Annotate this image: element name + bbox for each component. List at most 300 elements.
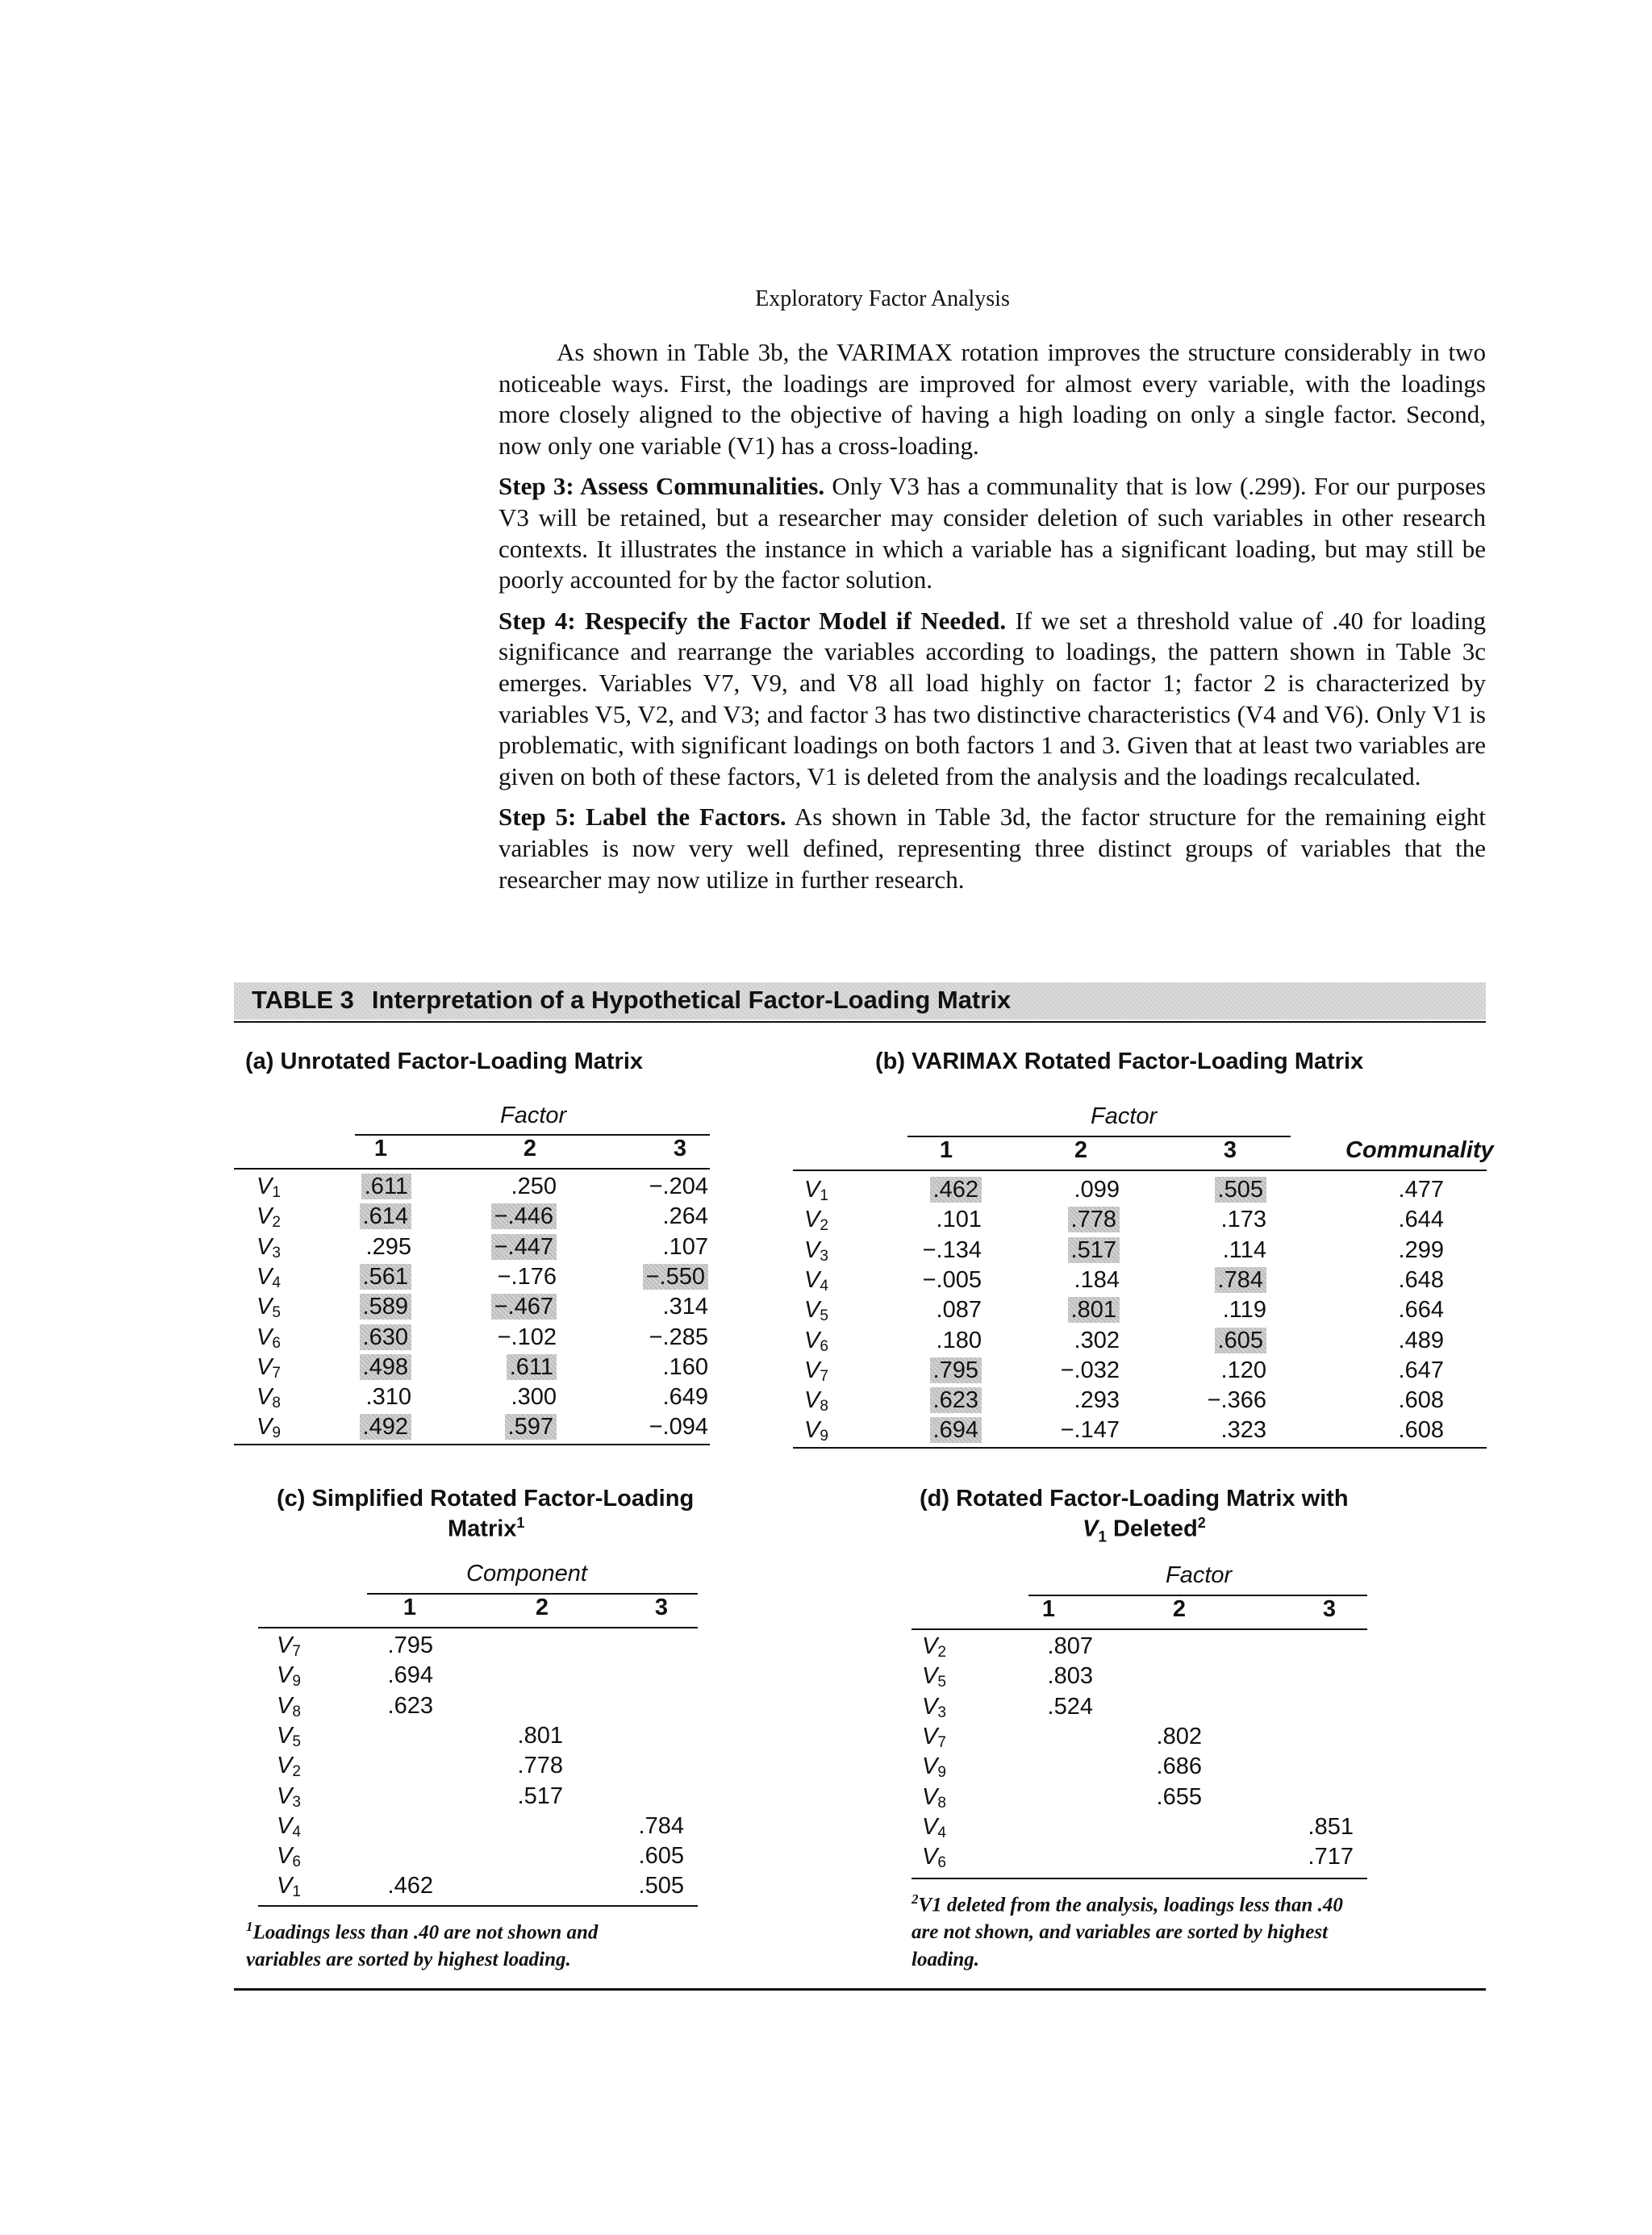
loading-value: .160 — [662, 1353, 708, 1380]
variable-name: V — [922, 1663, 938, 1690]
loading-cell — [628, 1414, 708, 1441]
loading-value: .300 — [511, 1384, 557, 1411]
loading-value: .517 — [517, 1783, 563, 1809]
variable-subscript: 3 — [820, 1247, 828, 1265]
variable-subscript: 4 — [937, 1824, 946, 1841]
paragraph-1-text: As shown in Table 3b, the VARIMAX rotation improves the structure considerably in two noticeable ways. First, the loadings are improved for almost every variable, with the loadings more closely aligned to the objective of having a high loading on only a single factor. Second, now only one variable (V1) has a cross-loading. — [499, 338, 1486, 460]
loading-value: .505 — [1215, 1177, 1266, 1203]
loading-value: −.285 — [649, 1324, 708, 1350]
variable-name: V — [804, 1417, 820, 1444]
panel-b-col-1: 1 — [939, 1137, 953, 1163]
loading-cell — [476, 1294, 557, 1320]
loading-value: .649 — [662, 1384, 708, 1411]
loading-cell — [628, 1294, 708, 1320]
panel-b-communality-header: Communality — [1345, 1137, 1494, 1163]
variable-subscript: 4 — [272, 1274, 281, 1291]
panel-c-row-label — [277, 1693, 301, 1721]
loading-cell — [1012, 1663, 1093, 1690]
panel-a-row-label — [257, 1234, 281, 1262]
panel-c-col-1: 1 — [403, 1595, 417, 1620]
step-5-text: As shown in Table 3d, the factor structure for the remaining eight variables is now very well defined, representing three distinct groups of variables that the researcher may now utilize in further research. — [499, 803, 1487, 894]
variable-name: V — [277, 1722, 293, 1749]
panel-b-row-label — [804, 1417, 828, 1445]
loading-cell — [482, 1783, 563, 1810]
loading-cell — [901, 1237, 982, 1264]
loading-cell — [901, 1357, 982, 1384]
loading-cell — [331, 1174, 411, 1200]
panel-a-row-label — [257, 1203, 281, 1232]
loading-cell — [1039, 1267, 1120, 1294]
variable-subscript: 3 — [292, 1793, 301, 1811]
table-title — [252, 986, 1011, 1015]
variable-subscript: 6 — [292, 1853, 301, 1871]
loading-value: −.447 — [491, 1234, 557, 1260]
step-4-text: If we set a threshold value of .40 for loading significance and rearrange the variables according to loadings, the pattern shown in Table 3c emerges. Variables V7, V9, and V8 all load highly on factor 1; factor 2 is characterized by variables V5, V2, and V3; and factor 3 has two distinctive characteristics (V4 and V6). Only V1 is problematic, with significant loadings on both factors 1 and 3. Given that at least two variables are given on both of these factors, V1 is deleted from the analysis and the loadings recalculated. — [499, 606, 1487, 790]
variable-subscript: 2 — [292, 1763, 301, 1781]
loading-cell — [331, 1294, 411, 1320]
panel-a-row-label — [257, 1264, 281, 1292]
variable-name: V — [277, 1843, 293, 1870]
communality-cell: .477 — [1398, 1177, 1444, 1203]
loading-value: −.005 — [922, 1266, 982, 1293]
loading-cell — [1186, 1237, 1266, 1264]
table-bottom-rule — [234, 1988, 1486, 1991]
panel-b-row-label — [804, 1328, 828, 1356]
loading-cell — [628, 1324, 708, 1351]
panel-c-title-line-1: (c) Simplified Rotated Factor-Loading — [277, 1486, 695, 1512]
panel-d-footnote-line-1: V1 deleted from the analysis, loadings less than .40 — [918, 1894, 1343, 1916]
loading-value: .120 — [1220, 1357, 1266, 1383]
communality-cell: .608 — [1398, 1387, 1444, 1414]
loading-cell — [1186, 1207, 1266, 1233]
panel-c-row-label — [277, 1632, 301, 1661]
panel-b-bottom-rule — [793, 1447, 1487, 1449]
panel-b-factor-header: Factor — [1091, 1103, 1158, 1129]
loading-value: .803 — [1047, 1663, 1093, 1690]
loading-value: .623 — [930, 1387, 982, 1413]
loading-cell — [628, 1234, 708, 1261]
loading-cell — [1121, 1753, 1202, 1780]
variable-subscript: 6 — [937, 1854, 946, 1872]
loading-value: .623 — [387, 1692, 433, 1719]
loading-cell — [331, 1234, 411, 1261]
loading-cell — [476, 1264, 557, 1291]
panel-c-footnote-line-2: variables are sorted by highest loading. — [246, 1949, 571, 1971]
variable-name: V — [257, 1414, 273, 1441]
variable-subscript: 7 — [292, 1643, 301, 1660]
loading-value: .505 — [638, 1873, 684, 1899]
panel-d-row-label — [922, 1753, 946, 1782]
variable-name: V — [257, 1233, 273, 1260]
panel-b-row-label — [804, 1177, 828, 1205]
loading-value: .611 — [361, 1174, 411, 1199]
variable-name: V — [257, 1294, 273, 1320]
loading-cell — [353, 1873, 433, 1899]
loading-value: .614 — [360, 1203, 411, 1229]
panel-a-row-label — [257, 1324, 281, 1353]
panel-d-col-2: 2 — [1172, 1596, 1187, 1622]
paragraph-step-3 — [499, 471, 1486, 595]
loading-value: .611 — [507, 1354, 557, 1380]
loading-value: −.204 — [649, 1174, 708, 1199]
loading-cell — [476, 1203, 557, 1230]
loading-value: .462 — [387, 1873, 433, 1899]
loading-value: .630 — [360, 1324, 411, 1350]
loading-value: .498 — [360, 1354, 411, 1380]
loading-cell — [1186, 1357, 1266, 1384]
variable-subscript: 4 — [820, 1277, 828, 1295]
loading-cell — [482, 1753, 563, 1779]
table-title-bar — [234, 982, 1486, 1020]
loading-value: .099 — [1074, 1177, 1120, 1203]
variable-subscript: 2 — [820, 1217, 828, 1235]
paragraph-step-5 — [499, 802, 1486, 895]
variable-subscript: 9 — [820, 1428, 828, 1445]
loading-cell — [628, 1203, 708, 1230]
panel-c-column-rule — [258, 1627, 698, 1628]
communality-cell: .648 — [1398, 1266, 1444, 1293]
variable-subscript: 2 — [272, 1214, 281, 1232]
panel-d-title-var: V — [1083, 1516, 1099, 1542]
panel-c-bottom-rule — [258, 1905, 698, 1907]
panel-a-col-3: 3 — [673, 1136, 687, 1161]
loading-value: −.134 — [922, 1236, 982, 1263]
panel-a-col-1: 1 — [373, 1136, 388, 1161]
step-3-heading: Step 3: Assess Communalities. — [499, 472, 825, 501]
panel-b-row-label — [804, 1237, 828, 1266]
paragraph-1 — [499, 337, 1486, 461]
variable-subscript: 7 — [272, 1364, 281, 1382]
loading-value: .462 — [930, 1177, 982, 1203]
variable-subscript: 9 — [292, 1673, 301, 1691]
loading-cell — [476, 1174, 557, 1200]
loading-value: .778 — [517, 1753, 563, 1779]
panel-d-footnote — [912, 1886, 1343, 1974]
variable-subscript: 5 — [937, 1674, 946, 1691]
communality-cell: .647 — [1398, 1357, 1444, 1383]
variable-name: V — [804, 1207, 820, 1233]
loading-value: .605 — [1215, 1328, 1266, 1353]
panel-d-column-rule — [912, 1628, 1367, 1630]
loading-value: −.467 — [491, 1294, 557, 1320]
loading-cell — [1039, 1417, 1120, 1444]
panel-d-title-sup: 2 — [1197, 1515, 1206, 1531]
panel-c-col-3: 3 — [654, 1595, 669, 1620]
panel-d-footnote-line-2: are not shown, and variables are sorted by highest — [912, 1921, 1329, 1944]
loading-value: .310 — [365, 1384, 411, 1411]
loading-cell — [331, 1384, 411, 1411]
panel-c-row-label — [277, 1723, 301, 1751]
variable-subscript: 7 — [820, 1367, 828, 1385]
loading-value: .597 — [505, 1414, 557, 1440]
loading-cell — [628, 1354, 708, 1381]
variable-name: V — [257, 1203, 273, 1230]
loading-cell — [1273, 1814, 1354, 1841]
loading-cell — [1186, 1177, 1266, 1203]
loading-value: .694 — [930, 1417, 982, 1443]
loading-cell — [476, 1324, 557, 1351]
panel-d-title-line-2 — [1083, 1515, 1206, 1546]
loading-cell — [901, 1297, 982, 1324]
panel-a-row-label — [257, 1354, 281, 1382]
loading-value: −.032 — [1060, 1357, 1120, 1383]
panel-b-col-3: 3 — [1223, 1137, 1237, 1163]
panel-b-row-label — [804, 1267, 828, 1295]
loading-value: −.366 — [1207, 1387, 1266, 1414]
loading-value: .101 — [936, 1207, 982, 1233]
panel-c-footnote-sup: 1 — [246, 1919, 253, 1934]
table-label: TABLE 3 — [252, 986, 354, 1014]
loading-cell — [1121, 1784, 1202, 1811]
loading-cell — [1186, 1267, 1266, 1294]
loading-value: .801 — [517, 1722, 563, 1749]
loading-value: .801 — [1068, 1297, 1120, 1323]
variable-name: V — [804, 1266, 820, 1293]
loading-cell — [1186, 1417, 1266, 1444]
variable-subscript: 9 — [272, 1424, 281, 1442]
communality-cell: .644 — [1398, 1207, 1444, 1233]
loading-value: −.094 — [649, 1414, 708, 1441]
loading-cell — [482, 1723, 563, 1749]
loading-cell — [628, 1174, 708, 1200]
loading-cell — [1186, 1328, 1266, 1354]
panel-c-row-label — [277, 1813, 301, 1841]
loading-value: .524 — [1047, 1693, 1093, 1720]
communality-cell: .608 — [1398, 1417, 1444, 1444]
variable-name: V — [277, 1783, 293, 1809]
panel-b-column-rule — [793, 1170, 1487, 1171]
panel-d-title-line-1: (d) Rotated Factor-Loading Matrix with — [920, 1486, 1349, 1512]
panel-c-title-text: Matrix — [448, 1516, 517, 1542]
variable-subscript: 6 — [272, 1334, 281, 1352]
variable-name: V — [257, 1174, 273, 1199]
panel-d-row-label — [922, 1784, 946, 1812]
variable-subscript: 3 — [937, 1703, 946, 1721]
communality-cell: .299 — [1398, 1236, 1444, 1263]
loading-cell — [476, 1414, 557, 1441]
loading-value: .795 — [930, 1357, 982, 1383]
panel-d-factor-header: Factor — [1166, 1562, 1233, 1588]
loading-cell — [353, 1662, 433, 1689]
loading-value: .778 — [1068, 1207, 1120, 1232]
variable-subscript: 8 — [292, 1703, 301, 1720]
loading-cell — [1039, 1297, 1120, 1324]
variable-subscript: 6 — [820, 1337, 828, 1355]
panel-c-title-sup: 1 — [516, 1515, 525, 1531]
variable-name: V — [804, 1327, 820, 1353]
variable-name: V — [922, 1813, 938, 1840]
communality-cell: .489 — [1398, 1327, 1444, 1353]
loading-value: .795 — [387, 1632, 433, 1658]
panel-a-row-label — [257, 1174, 281, 1202]
loading-cell — [901, 1267, 982, 1294]
step-3-text: Only V3 has a communality that is low (.299). For our purposes V3 will be retained, but a researcher may consider deletion of such variables in other research contexts. It illustrates the instance in which a variable has a significant loading, but may still be poorly accounted for by the factor solution. — [499, 472, 1486, 594]
loading-value: .180 — [936, 1327, 982, 1353]
variable-name: V — [804, 1387, 820, 1414]
variable-subscript: 9 — [937, 1764, 946, 1782]
panel-d-footnote-sup: 2 — [912, 1891, 919, 1907]
panel-b-row-label — [804, 1387, 828, 1416]
loading-value: −.176 — [497, 1263, 557, 1290]
variable-name: V — [277, 1873, 293, 1899]
variable-name: V — [277, 1753, 293, 1779]
loading-value: .605 — [638, 1843, 684, 1870]
variable-name: V — [922, 1783, 938, 1810]
loading-cell — [353, 1693, 433, 1720]
loading-value: .807 — [1047, 1633, 1093, 1659]
panel-d-row-label — [922, 1663, 946, 1691]
loading-value: .655 — [1156, 1783, 1202, 1810]
loading-cell — [901, 1387, 982, 1414]
loading-cell — [901, 1177, 982, 1203]
panel-b-row-label — [804, 1357, 828, 1386]
communality-cell: .664 — [1398, 1297, 1444, 1324]
panel-c-row-label — [277, 1783, 301, 1812]
loading-value: −.102 — [497, 1324, 557, 1350]
variable-subscript: 1 — [292, 1883, 301, 1901]
panel-d-row-label — [922, 1694, 946, 1722]
variable-name: V — [922, 1723, 938, 1749]
variable-name: V — [277, 1662, 293, 1689]
variable-name: V — [922, 1633, 938, 1659]
loading-cell — [1039, 1177, 1120, 1203]
variable-subscript: 8 — [937, 1794, 946, 1812]
variable-name: V — [922, 1844, 938, 1870]
loading-cell — [901, 1417, 982, 1444]
loading-value: .295 — [365, 1233, 411, 1260]
panel-c-component-header: Component — [466, 1561, 587, 1587]
panel-d-bottom-rule — [912, 1878, 1367, 1879]
variable-subscript: 8 — [820, 1398, 828, 1416]
variable-subscript: 5 — [820, 1307, 828, 1325]
loading-value: .107 — [662, 1233, 708, 1260]
loading-cell — [331, 1264, 411, 1291]
panel-a-column-rule — [234, 1168, 710, 1170]
loading-cell — [603, 1843, 684, 1870]
variable-subscript: 3 — [272, 1244, 281, 1261]
panel-c-row-label — [277, 1753, 301, 1781]
variable-name: V — [804, 1357, 820, 1383]
loading-value: .314 — [662, 1294, 708, 1320]
panel-d-row-label — [922, 1814, 946, 1842]
panel-b-title: (b) VARIMAX Rotated Factor-Loading Matrix — [875, 1049, 1364, 1074]
loading-value: .851 — [1308, 1813, 1354, 1840]
loading-cell — [331, 1203, 411, 1230]
variable-name: V — [257, 1384, 273, 1411]
body-text — [499, 337, 1486, 905]
panel-d-col-1: 1 — [1041, 1596, 1056, 1622]
loading-value: .293 — [1074, 1387, 1120, 1414]
variable-name: V — [804, 1177, 820, 1203]
loading-cell — [476, 1234, 557, 1261]
loading-cell — [901, 1207, 982, 1233]
loading-cell — [1039, 1207, 1120, 1233]
panel-c-row-label — [277, 1662, 301, 1691]
panel-c-row-label — [277, 1843, 301, 1871]
panel-c-footnote — [246, 1913, 598, 1974]
variable-subscript: 2 — [937, 1644, 946, 1661]
variable-subscript: 1 — [820, 1187, 828, 1204]
running-head: Exploratory Factor Analysis — [755, 286, 1010, 311]
panel-a-title: (a) Unrotated Factor-Loading Matrix — [245, 1049, 644, 1074]
loading-value: .784 — [1215, 1267, 1266, 1293]
loading-cell — [353, 1632, 433, 1659]
step-5-heading: Step 5: Label the Factors. — [499, 803, 786, 832]
panel-b-row-label — [804, 1297, 828, 1325]
panel-c-row-label — [277, 1873, 301, 1901]
loading-cell — [628, 1264, 708, 1291]
panel-d-col-3: 3 — [1322, 1596, 1337, 1622]
loading-value: .302 — [1074, 1327, 1120, 1353]
loading-value: .784 — [638, 1812, 684, 1839]
loading-cell — [331, 1414, 411, 1441]
panel-a-row-label — [257, 1414, 281, 1442]
loading-value: .250 — [511, 1174, 557, 1199]
variable-name: V — [804, 1236, 820, 1263]
loading-value: −.147 — [1060, 1417, 1120, 1444]
variable-name: V — [922, 1693, 938, 1720]
loading-value: .087 — [936, 1297, 982, 1324]
variable-name: V — [257, 1324, 273, 1350]
variable-subscript: 8 — [272, 1395, 281, 1412]
panel-a-col-2: 2 — [523, 1136, 537, 1161]
loading-cell — [1273, 1844, 1354, 1870]
paragraph-step-4 — [499, 606, 1486, 793]
variable-subscript: 5 — [292, 1733, 301, 1750]
panel-a-factor-header: Factor — [500, 1103, 567, 1128]
loading-value: .802 — [1156, 1723, 1202, 1749]
loading-value: .694 — [387, 1662, 433, 1689]
loading-value: .173 — [1220, 1207, 1266, 1233]
loading-cell — [1186, 1297, 1266, 1324]
loading-value: .589 — [360, 1294, 411, 1320]
panel-d-row-label — [922, 1724, 946, 1752]
loading-cell — [1121, 1724, 1202, 1750]
variable-name: V — [257, 1263, 273, 1290]
loading-value: .119 — [1222, 1297, 1266, 1324]
variable-name: V — [922, 1753, 938, 1780]
loading-cell — [1039, 1328, 1120, 1354]
loading-value: .561 — [360, 1264, 411, 1290]
loading-value: .323 — [1220, 1417, 1266, 1444]
variable-subscript: 5 — [272, 1304, 281, 1322]
loading-value: .492 — [360, 1414, 411, 1440]
panel-c-footnote-line-1: Loadings less than .40 are not shown and — [252, 1921, 599, 1944]
loading-value: .114 — [1222, 1236, 1266, 1263]
loading-cell — [476, 1354, 557, 1381]
variable-name: V — [257, 1353, 273, 1380]
panel-d-title-rest: Deleted — [1106, 1516, 1198, 1542]
loading-value: .717 — [1308, 1844, 1354, 1870]
step-4-heading: Step 4: Respecify the Factor Model if Needed. — [499, 606, 1007, 635]
loading-cell — [1039, 1357, 1120, 1384]
loading-cell — [331, 1354, 411, 1381]
loading-value: −.446 — [491, 1203, 557, 1229]
loading-cell — [1039, 1387, 1120, 1414]
panel-a-bottom-rule — [234, 1444, 710, 1445]
loading-cell — [603, 1873, 684, 1899]
panel-d-footnote-line-3: loading. — [912, 1949, 980, 1971]
variable-name: V — [277, 1632, 293, 1658]
variable-name: V — [804, 1297, 820, 1324]
panel-d-title-var-sub: 1 — [1098, 1528, 1107, 1546]
loading-cell — [331, 1324, 411, 1351]
variable-subscript: 1 — [272, 1184, 281, 1201]
variable-name: V — [277, 1692, 293, 1719]
loading-cell — [1186, 1387, 1266, 1414]
loading-cell — [901, 1328, 982, 1354]
variable-subscript: 4 — [292, 1823, 301, 1841]
